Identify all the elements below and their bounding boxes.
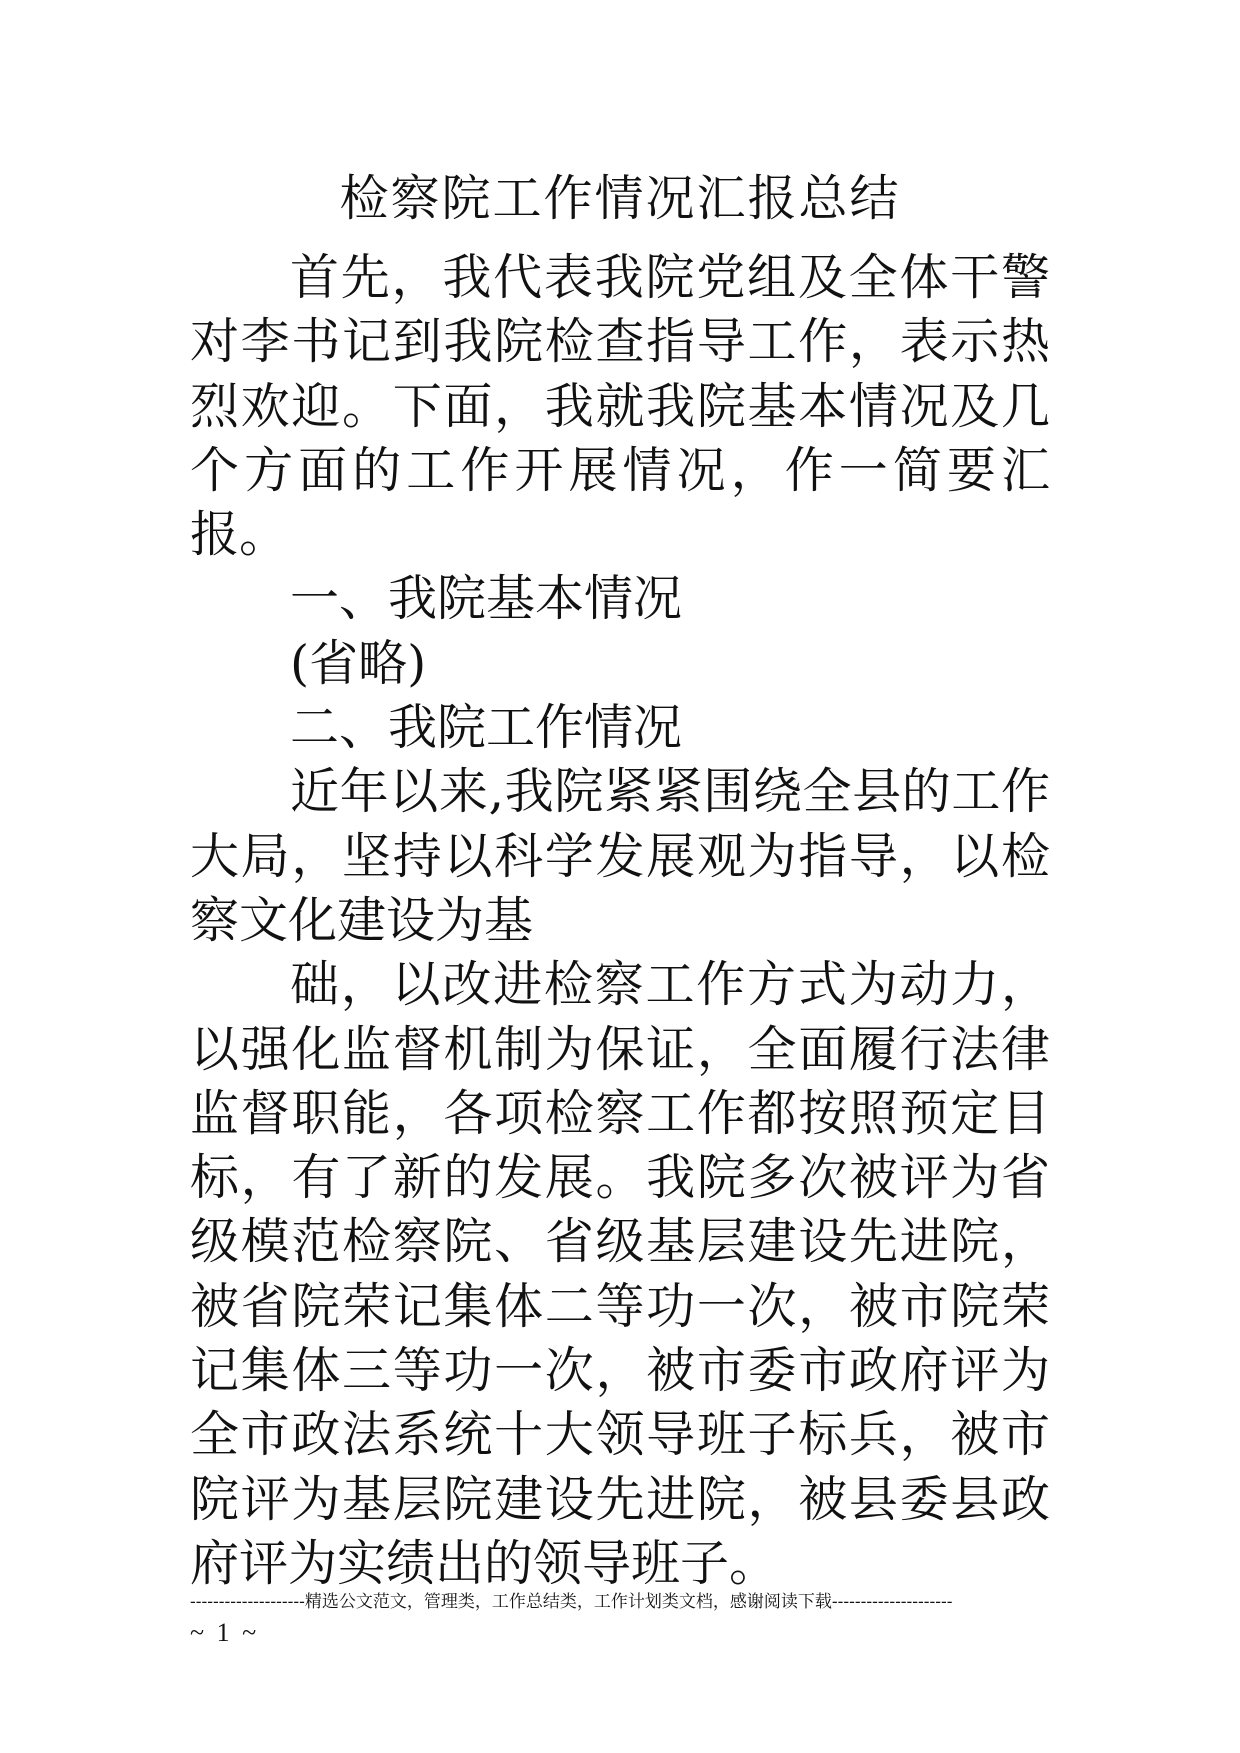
- section-heading-basic-situation: 一、我院基本情况: [289, 570, 682, 628]
- footer-banner: --------------------精选公文范文，管理类，工作总结类，工作计划类文档，感谢阅读下载---------------------: [190, 1592, 953, 1612]
- paragraph-intro: 首先，我代表我院党组及全体干警对李书记到我院检查指导工作，表示热烈欢迎。下面，我就我院基本情况及几个方面的工作开展情况，作一简要汇报。: [190, 249, 1050, 564]
- page-footer: [190, 1589, 1050, 1651]
- paragraph-work-overview: 近年以来,我院紧紧围绕全县的工作大局，坚持以科学发展观为指导，以检察文化建设为基: [190, 763, 1050, 949]
- omitted-note: (省略): [289, 634, 427, 692]
- section-heading-work-situation: 二、我院工作情况: [289, 699, 682, 757]
- document-title: 检察院工作情况汇报总结: [339, 170, 901, 227]
- document-body: [190, 246, 1050, 1596]
- paragraph-achievements: 础，以改进检察工作方式为动力，以强化监督机制为保证，全面履行法律监督职能，各项检察工作都按照预定目标，有了新的发展。我院多次被评为省级模范检察院、省级基层建设先进院，被省院荣记集体二等功一次，被市院荣记集体三等功一次，被市委市政府评为全市政法系统十大领导班子标兵，被市院评为基层院建设先进院，被县委县政府评为实绩出的领导班子。: [190, 956, 1050, 1592]
- page-number: ~ 1 ~: [190, 1618, 260, 1647]
